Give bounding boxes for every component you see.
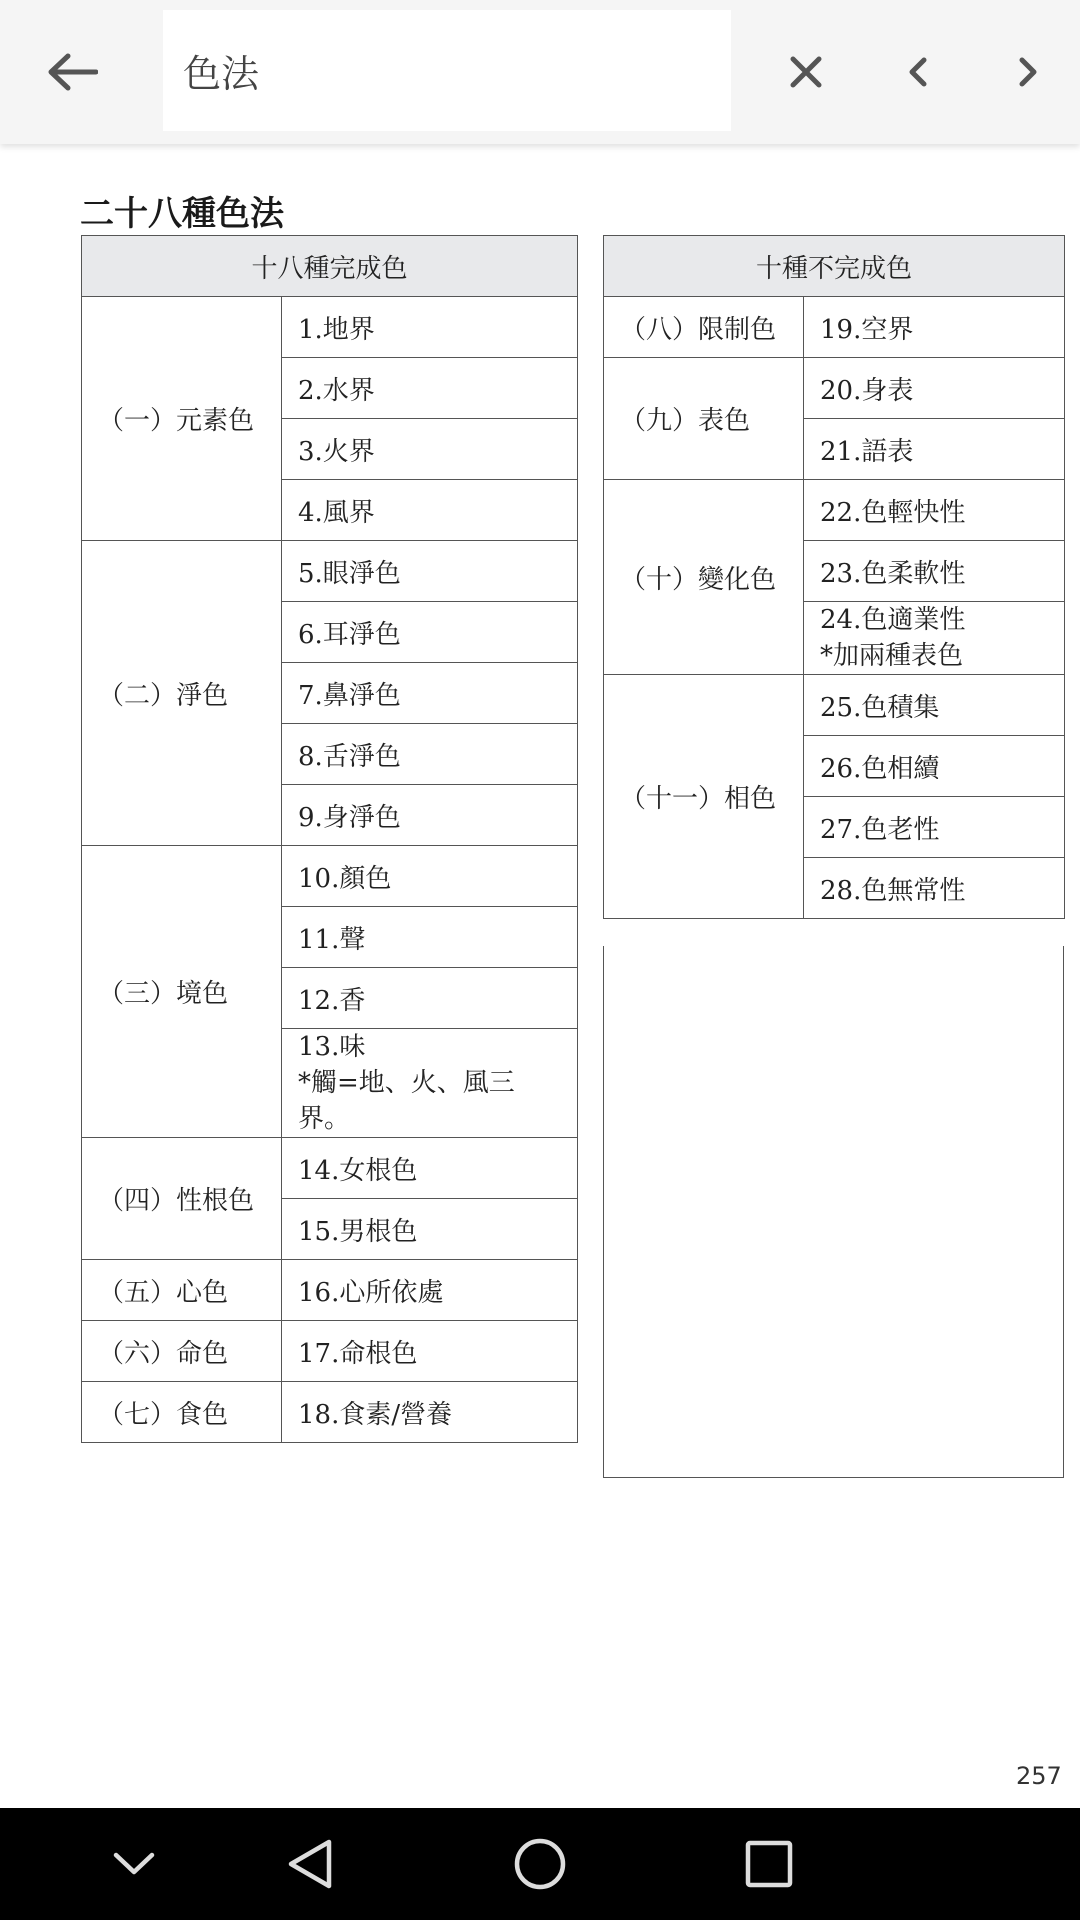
table-row <box>82 1321 578 1382</box>
table-cell <box>804 602 1065 675</box>
nav-recents-button[interactable] <box>729 1824 809 1904</box>
table-cell: 18.食素/營養 <box>282 1382 578 1443</box>
table-cell: 26.色相續 <box>804 736 1065 797</box>
previous-result-button[interactable] <box>882 36 954 108</box>
table-row <box>82 1382 578 1443</box>
cell-line: 13.味 <box>298 1032 366 1062</box>
table-cell: 5.眼淨色 <box>282 541 578 602</box>
table-cell: 7.鼻淨色 <box>282 663 578 724</box>
table-cell: 1.地界 <box>282 297 578 358</box>
chevron-down-icon <box>112 1850 156 1878</box>
group-label: （一）元素色 <box>82 297 282 541</box>
table-cell: 22.色輕快性 <box>804 480 1065 541</box>
group-label: （九）表色 <box>604 358 804 480</box>
table-cell: 25.色積集 <box>804 675 1065 736</box>
page-number: 257 <box>1016 1762 1062 1790</box>
table-cell: 15.男根色 <box>282 1199 578 1260</box>
group-label: （五）心色 <box>82 1260 282 1321</box>
table-row <box>82 1260 578 1321</box>
chevron-left-icon <box>907 57 929 87</box>
table-cell: 23.色柔軟性 <box>804 541 1065 602</box>
table-cell: 28.色無常性 <box>804 858 1065 919</box>
circle-home-icon <box>513 1837 567 1891</box>
search-input[interactable] <box>183 49 731 93</box>
table-row <box>604 675 1065 736</box>
group-label: （四）性根色 <box>82 1138 282 1260</box>
table-row <box>82 297 578 358</box>
table-cell: 27.色老性 <box>804 797 1065 858</box>
table-cell: 4.風界 <box>282 480 578 541</box>
table-row <box>82 846 578 907</box>
table-cell: 3.火界 <box>282 419 578 480</box>
table-cell: 9.身淨色 <box>282 785 578 846</box>
table-cell: 6.耳淨色 <box>282 602 578 663</box>
table-row <box>604 480 1065 541</box>
table-cell: 11.聲 <box>282 907 578 968</box>
table-cell: 17.命根色 <box>282 1321 578 1382</box>
close-icon <box>789 55 823 89</box>
table-cell: 21.語表 <box>804 419 1065 480</box>
table-cell: 12.香 <box>282 968 578 1029</box>
group-label: （七）食色 <box>82 1382 282 1443</box>
table-cell: 19.空界 <box>804 297 1065 358</box>
cell-note: *觸=地、火、風三界。 <box>298 1068 515 1134</box>
table-empty-area <box>603 946 1064 1478</box>
group-label: （二）淨色 <box>82 541 282 846</box>
group-label: （十一）相色 <box>604 675 804 919</box>
group-label: （三）境色 <box>82 846 282 1138</box>
table-row <box>604 358 1065 419</box>
table-header-row <box>82 236 578 297</box>
search-box[interactable] <box>163 10 731 131</box>
chevron-right-icon <box>1017 57 1039 87</box>
table-row <box>604 297 1065 358</box>
table-row <box>82 1138 578 1199</box>
table-cell <box>282 1029 578 1138</box>
group-label: （六）命色 <box>82 1321 282 1382</box>
back-button[interactable] <box>36 36 108 108</box>
table-header-row <box>604 236 1065 297</box>
square-recents-icon <box>745 1840 793 1888</box>
cell-note: *加兩種表色 <box>820 641 964 671</box>
table-cell: 20.身表 <box>804 358 1065 419</box>
arrow-left-icon <box>46 52 98 92</box>
nav-home-button[interactable] <box>500 1824 580 1904</box>
group-label: （八）限制色 <box>604 297 804 358</box>
cell-line: 24.色適業性 <box>820 605 966 635</box>
table-cell: 16.心所依處 <box>282 1260 578 1321</box>
hide-keyboard-button[interactable] <box>94 1824 174 1904</box>
search-toolbar <box>0 0 1080 144</box>
group-label: （十）變化色 <box>604 480 804 675</box>
uncompleted-matter-table <box>603 235 1065 919</box>
nav-back-button[interactable] <box>270 1824 350 1904</box>
table-header: 十八種完成色 <box>82 236 578 297</box>
triangle-back-icon <box>285 1838 335 1890</box>
table-cell: 10.顏色 <box>282 846 578 907</box>
clear-search-button[interactable] <box>770 36 842 108</box>
page-title: 二十八種色法 <box>80 194 284 234</box>
completed-matter-table <box>81 235 578 1443</box>
table-cell: 14.女根色 <box>282 1138 578 1199</box>
table-header: 十種不完成色 <box>604 236 1065 297</box>
table-cell: 2.水界 <box>282 358 578 419</box>
next-result-button[interactable] <box>992 36 1064 108</box>
table-row <box>82 541 578 602</box>
system-navigation-bar <box>0 1808 1080 1920</box>
table-cell: 8.舌淨色 <box>282 724 578 785</box>
